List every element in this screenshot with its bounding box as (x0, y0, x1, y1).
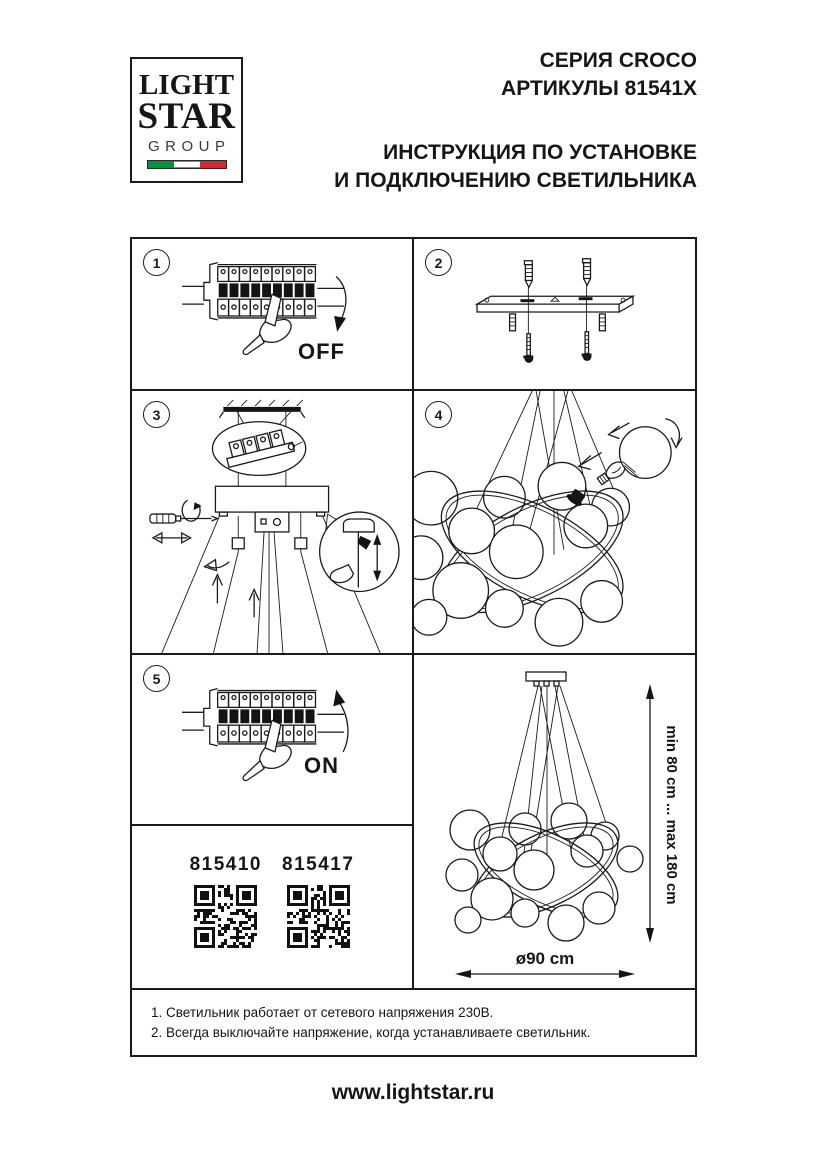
qr-item-left (190, 854, 262, 948)
chandelier-bulb-drawing (414, 391, 695, 653)
arrow-up-icon (333, 690, 348, 752)
step-4-panel (414, 391, 695, 655)
notes-panel (132, 988, 695, 1055)
breaker-off-drawing (132, 239, 412, 389)
slide-arrow-icon (153, 533, 191, 543)
height-range-label: min 80 cm ... max 180 cm (663, 725, 680, 905)
step-3-number: 3 (143, 401, 170, 428)
step-5-number: 5 (143, 665, 170, 692)
cable-up-arrow-1 (212, 575, 222, 604)
step-4-number: 4 (425, 401, 452, 428)
logo-word-star: STAR (137, 96, 236, 138)
qr-item-right (282, 854, 354, 948)
step-2-panel (414, 239, 695, 391)
arrow-down-icon (334, 277, 346, 332)
step-2-number: 2 (425, 249, 452, 276)
article-numbers: АРТИКУЛЫ 81541X (501, 77, 697, 100)
website-url: www.lightstar.ru (331, 1081, 495, 1104)
page-title (334, 139, 697, 195)
cable-up-arrow-2 (249, 589, 259, 617)
height-dimension (646, 684, 680, 943)
lightstar-logo (130, 57, 243, 183)
note-1: 1. Светильник работает от сетевого напряжения 230В. (151, 1005, 494, 1020)
title-line-1: ИНСТРУКЦИЯ ПО УСТАНОВКЕ (383, 141, 697, 164)
note-2: 2. Всегда выключайте напряжение, когда устанавливаете светильник. (151, 1025, 591, 1040)
wall-anchor-right (583, 259, 591, 286)
threaded-stud-right (599, 314, 605, 331)
logo-word-group: GROUP (147, 137, 231, 155)
title-line-2: И ПОДКЛЮЧЕНИЮ СВЕТИЛЬНИКА (334, 169, 697, 192)
series-name: СЕРИЯ CROCO (539, 49, 697, 72)
screw-left (523, 334, 533, 363)
mounting-bracket-drawing (414, 239, 695, 389)
series-heading (501, 47, 697, 103)
qr-code-label-right: 815417 (282, 854, 355, 875)
logo-word-light: LIGHT (138, 69, 235, 102)
step-1-panel (132, 239, 414, 391)
diameter-dimension (455, 949, 635, 978)
step-3-panel (132, 391, 414, 655)
breaker-on-drawing (132, 655, 412, 824)
dimensions-panel (414, 655, 695, 988)
cable-lock-detail (320, 512, 399, 591)
instruction-grid (130, 237, 697, 1057)
qr-code-label-left: 815410 (189, 854, 262, 875)
insert-arrow-2 (579, 453, 602, 470)
flag-white-stripe (174, 161, 200, 168)
cable-curve-arrow (205, 560, 230, 571)
qr-code-left (194, 885, 257, 948)
flag-green-stripe (148, 161, 174, 168)
on-label: ON (304, 753, 339, 778)
qr-code-right (287, 885, 350, 948)
step-1-number: 1 (143, 249, 170, 276)
diameter-label: ø90 cm (515, 949, 575, 968)
italian-flag-icon (147, 160, 227, 169)
canopy-wiring-drawing (132, 391, 412, 653)
qr-panel (132, 826, 414, 988)
screw-right (582, 332, 592, 361)
dimension-drawing (414, 655, 695, 988)
step-5-panel (132, 655, 414, 826)
flag-red-stripe (200, 161, 226, 168)
wall-anchor-left (524, 261, 532, 288)
off-label: OFF (298, 339, 345, 364)
threaded-stud-left (510, 314, 516, 331)
